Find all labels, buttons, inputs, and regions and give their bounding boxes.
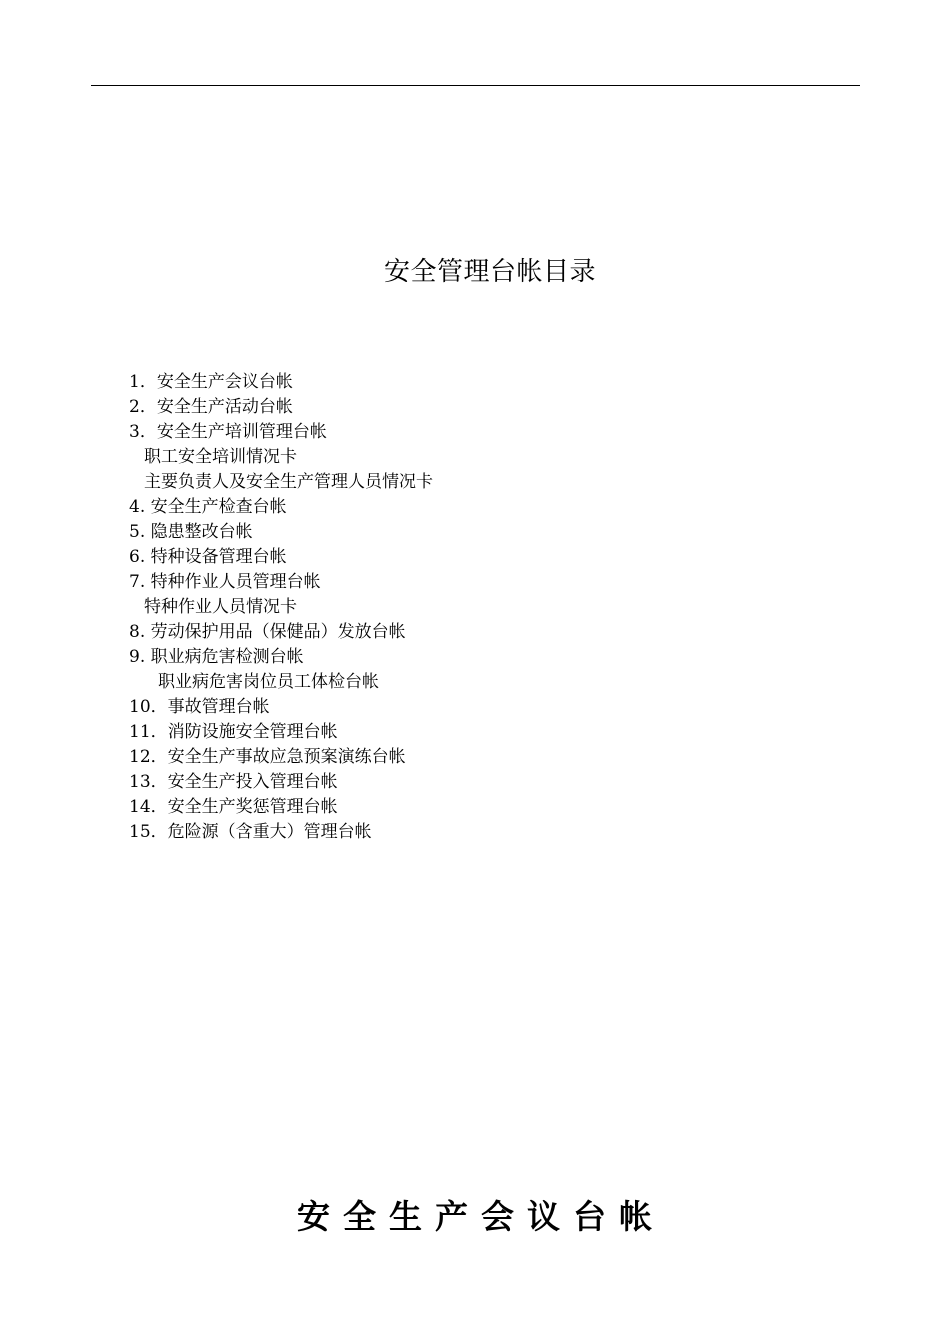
toc-item: 1．安全生产会议台帐 — [129, 372, 293, 392]
toc-item: 2．安全生产活动台帐 — [129, 397, 293, 417]
toc-item: 14．安全生产奖惩管理台帐 — [129, 797, 338, 817]
toc-item: 11．消防设施安全管理台帐 — [129, 722, 338, 742]
toc-item: 8. 劳动保护用品（保健品）发放台帐 — [129, 622, 406, 642]
toc-item: 12．安全生产事故应急预案演练台帐 — [129, 747, 406, 767]
toc-item: 7. 特种作业人员管理台帐 — [129, 572, 321, 592]
toc-list — [129, 370, 433, 845]
toc-item: 6. 特种设备管理台帐 — [129, 547, 287, 567]
toc-item: 3．安全生产培训管理台帐 — [129, 422, 327, 442]
toc-item: 9. 职业病危害检测台帐 — [129, 647, 304, 667]
toc-item: 13．安全生产投入管理台帐 — [129, 772, 338, 792]
toc-subitem: 职工安全培训情况卡 — [144, 447, 297, 467]
toc-item: 10．事故管理台帐 — [129, 697, 270, 717]
toc-subitem: 特种作业人员情况卡 — [144, 597, 297, 617]
toc-item: 5. 隐患整改台帐 — [129, 522, 253, 542]
toc-subitem: 主要负责人及安全生产管理人员情况卡 — [144, 472, 433, 492]
section-heading: 安全生产会议台帐 — [297, 1197, 665, 1236]
toc-item: 4. 安全生产检查台帐 — [129, 497, 287, 517]
header-rule — [91, 85, 860, 86]
toc-title: 安全管理台帐目录 — [383, 257, 596, 287]
toc-item: 15．危险源（含重大）管理台帐 — [129, 822, 372, 842]
toc-subitem: 职业病危害岗位员工体检台帐 — [158, 672, 379, 692]
